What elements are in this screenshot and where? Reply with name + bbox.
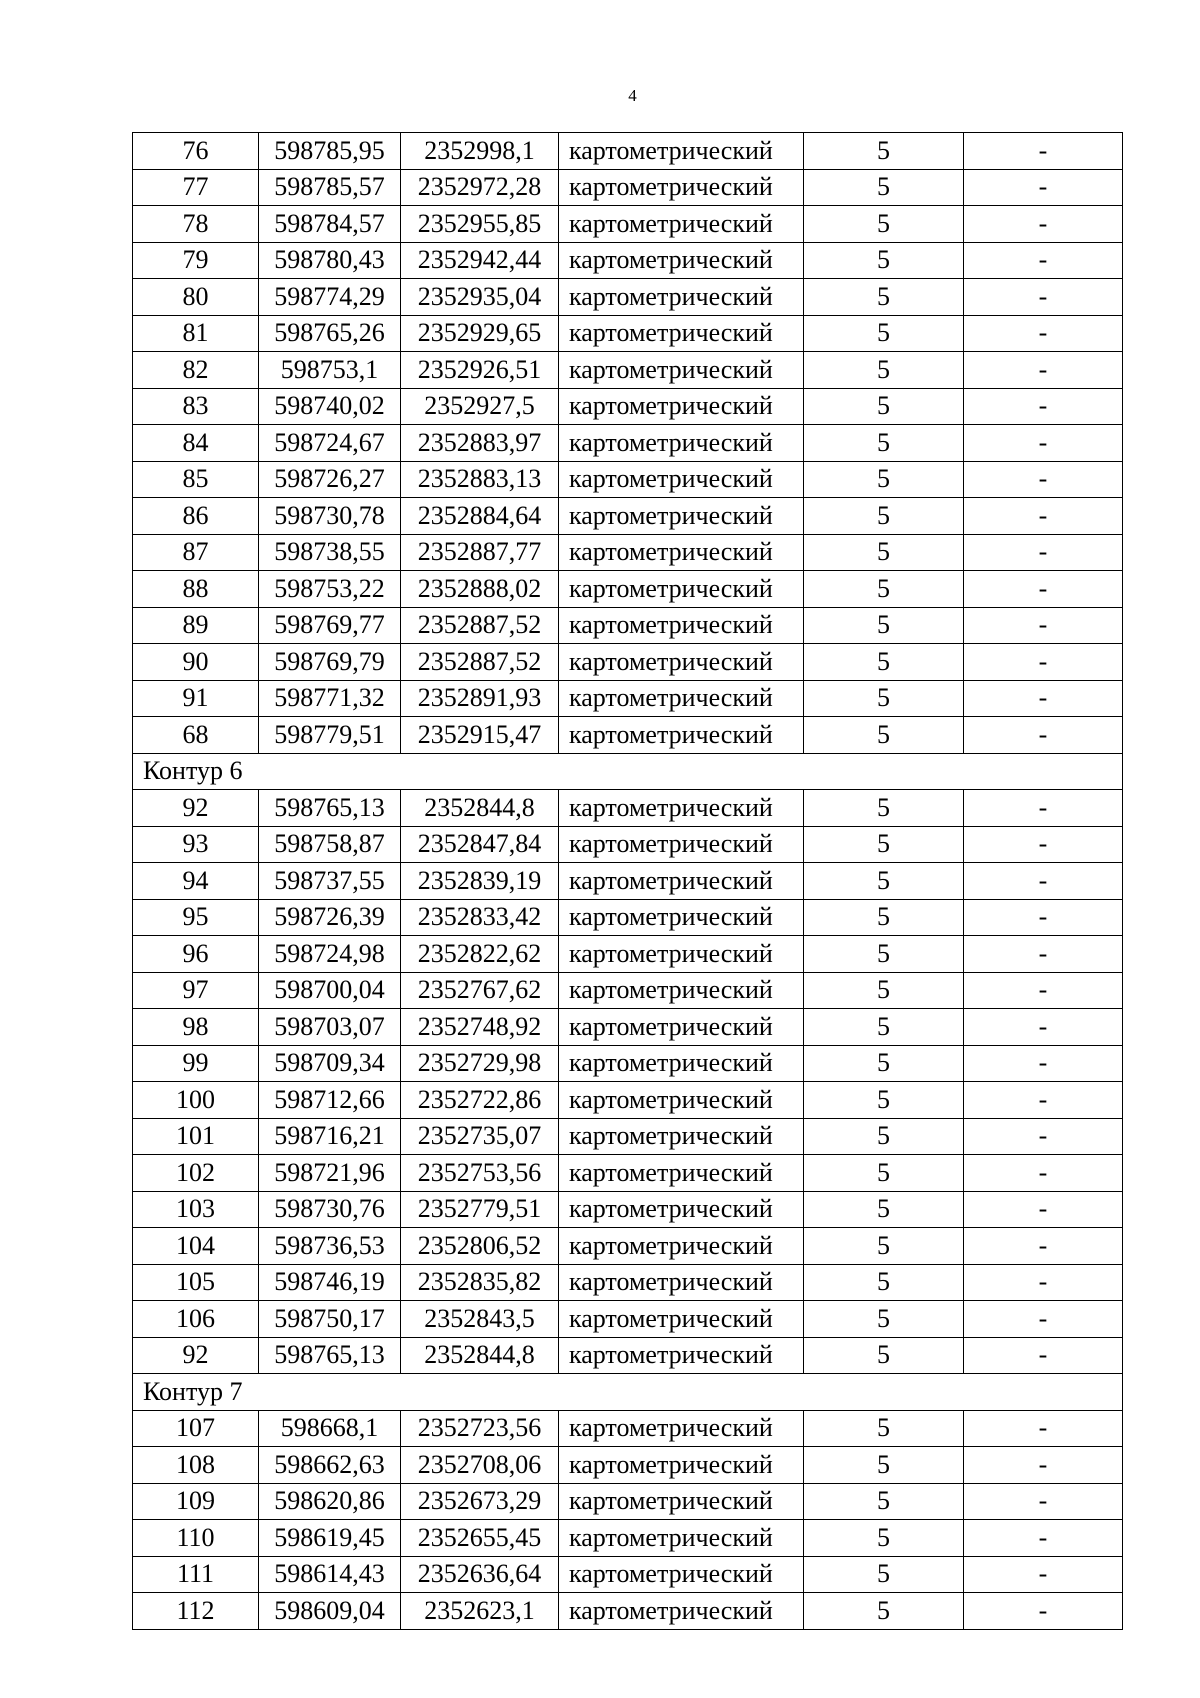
x-coordinate-cell: 598716,21 <box>259 1118 401 1155</box>
point-number-cell: 76 <box>133 133 259 170</box>
accuracy-cell: 5 <box>804 863 964 900</box>
coordinates-table <box>132 132 1123 1630</box>
x-coordinate-cell: 598746,19 <box>259 1264 401 1301</box>
table-row <box>133 461 1123 498</box>
point-number-cell: 91 <box>133 680 259 717</box>
method-cell: картометрический <box>559 1118 804 1155</box>
note-cell: - <box>964 1447 1123 1484</box>
method-cell: картометрический <box>559 169 804 206</box>
note-cell: - <box>964 534 1123 571</box>
table-row <box>133 1155 1123 1192</box>
y-coordinate-cell: 2352843,5 <box>401 1301 559 1338</box>
accuracy-cell: 5 <box>804 169 964 206</box>
method-cell: картометрический <box>559 863 804 900</box>
accuracy-cell: 5 <box>804 644 964 681</box>
method-cell: картометрический <box>559 680 804 717</box>
method-cell: картометрический <box>559 133 804 170</box>
point-number-cell: 102 <box>133 1155 259 1192</box>
x-coordinate-cell: 598726,27 <box>259 461 401 498</box>
x-coordinate-cell: 598619,45 <box>259 1520 401 1557</box>
note-cell: - <box>964 133 1123 170</box>
table-row <box>133 863 1123 900</box>
method-cell: картометрический <box>559 607 804 644</box>
section-header-row <box>133 1374 1123 1411</box>
note-cell: - <box>964 1593 1123 1630</box>
accuracy-cell: 5 <box>804 1264 964 1301</box>
accuracy-cell: 5 <box>804 1556 964 1593</box>
method-cell: картометрический <box>559 206 804 243</box>
y-coordinate-cell: 2352887,52 <box>401 607 559 644</box>
point-number-cell: 111 <box>133 1556 259 1593</box>
method-cell: картометрический <box>559 1155 804 1192</box>
y-coordinate-cell: 2352935,04 <box>401 279 559 316</box>
accuracy-cell: 5 <box>804 826 964 863</box>
point-number-cell: 84 <box>133 425 259 462</box>
accuracy-cell: 5 <box>804 1301 964 1338</box>
table-row <box>133 826 1123 863</box>
method-cell: картометрический <box>559 461 804 498</box>
note-cell: - <box>964 899 1123 936</box>
note-cell: - <box>964 1410 1123 1447</box>
x-coordinate-cell: 598738,55 <box>259 534 401 571</box>
point-number-cell: 86 <box>133 498 259 535</box>
method-cell: картометрический <box>559 790 804 827</box>
table-row <box>133 644 1123 681</box>
point-number-cell: 93 <box>133 826 259 863</box>
x-coordinate-cell: 598730,76 <box>259 1191 401 1228</box>
note-cell: - <box>964 1045 1123 1082</box>
x-coordinate-cell: 598753,1 <box>259 352 401 389</box>
note-cell: - <box>964 279 1123 316</box>
y-coordinate-cell: 2352891,93 <box>401 680 559 717</box>
table-row <box>133 1483 1123 1520</box>
y-coordinate-cell: 2352888,02 <box>401 571 559 608</box>
accuracy-cell: 5 <box>804 498 964 535</box>
x-coordinate-cell: 598724,98 <box>259 936 401 973</box>
table-row <box>133 1009 1123 1046</box>
method-cell: картометрический <box>559 498 804 535</box>
x-coordinate-cell: 598774,29 <box>259 279 401 316</box>
note-cell: - <box>964 571 1123 608</box>
accuracy-cell: 5 <box>804 1118 964 1155</box>
point-number-cell: 81 <box>133 315 259 352</box>
point-number-cell: 107 <box>133 1410 259 1447</box>
table-row <box>133 1264 1123 1301</box>
point-number-cell: 92 <box>133 1337 259 1374</box>
accuracy-cell: 5 <box>804 607 964 644</box>
x-coordinate-cell: 598668,1 <box>259 1410 401 1447</box>
x-coordinate-cell: 598721,96 <box>259 1155 401 1192</box>
method-cell: картометрический <box>559 534 804 571</box>
x-coordinate-cell: 598750,17 <box>259 1301 401 1338</box>
point-number-cell: 83 <box>133 388 259 425</box>
note-cell: - <box>964 315 1123 352</box>
table-row <box>133 899 1123 936</box>
note-cell: - <box>964 607 1123 644</box>
method-cell: картометрический <box>559 1593 804 1630</box>
y-coordinate-cell: 2352839,19 <box>401 863 559 900</box>
section-title: Контур 7 <box>133 1374 1123 1411</box>
note-cell: - <box>964 352 1123 389</box>
table-row <box>133 1520 1123 1557</box>
point-number-cell: 80 <box>133 279 259 316</box>
x-coordinate-cell: 598769,77 <box>259 607 401 644</box>
point-number-cell: 99 <box>133 1045 259 1082</box>
table-row <box>133 607 1123 644</box>
point-number-cell: 92 <box>133 790 259 827</box>
method-cell: картометрический <box>559 388 804 425</box>
x-coordinate-cell: 598726,39 <box>259 899 401 936</box>
method-cell: картометрический <box>559 352 804 389</box>
x-coordinate-cell: 598609,04 <box>259 1593 401 1630</box>
coordinates-table-body <box>133 133 1123 1630</box>
method-cell: картометрический <box>559 571 804 608</box>
note-cell: - <box>964 644 1123 681</box>
table-row <box>133 680 1123 717</box>
x-coordinate-cell: 598712,66 <box>259 1082 401 1119</box>
accuracy-cell: 5 <box>804 242 964 279</box>
y-coordinate-cell: 2352844,8 <box>401 1337 559 1374</box>
accuracy-cell: 5 <box>804 1483 964 1520</box>
x-coordinate-cell: 598780,43 <box>259 242 401 279</box>
accuracy-cell: 5 <box>804 1228 964 1265</box>
x-coordinate-cell: 598765,13 <box>259 1337 401 1374</box>
x-coordinate-cell: 598662,63 <box>259 1447 401 1484</box>
point-number-cell: 108 <box>133 1447 259 1484</box>
point-number-cell: 87 <box>133 534 259 571</box>
y-coordinate-cell: 2352929,65 <box>401 315 559 352</box>
point-number-cell: 100 <box>133 1082 259 1119</box>
table-row <box>133 1191 1123 1228</box>
y-coordinate-cell: 2352748,92 <box>401 1009 559 1046</box>
table-row <box>133 315 1123 352</box>
x-coordinate-cell: 598785,57 <box>259 169 401 206</box>
x-coordinate-cell: 598620,86 <box>259 1483 401 1520</box>
x-coordinate-cell: 598724,67 <box>259 425 401 462</box>
accuracy-cell: 5 <box>804 534 964 571</box>
point-number-cell: 109 <box>133 1483 259 1520</box>
y-coordinate-cell: 2352722,86 <box>401 1082 559 1119</box>
method-cell: картометрический <box>559 1301 804 1338</box>
accuracy-cell: 5 <box>804 133 964 170</box>
method-cell: картометрический <box>559 1045 804 1082</box>
point-number-cell: 90 <box>133 644 259 681</box>
y-coordinate-cell: 2352833,42 <box>401 899 559 936</box>
accuracy-cell: 5 <box>804 1191 964 1228</box>
accuracy-cell: 5 <box>804 1045 964 1082</box>
x-coordinate-cell: 598784,57 <box>259 206 401 243</box>
accuracy-cell: 5 <box>804 936 964 973</box>
point-number-cell: 104 <box>133 1228 259 1265</box>
y-coordinate-cell: 2352708,06 <box>401 1447 559 1484</box>
y-coordinate-cell: 2352887,52 <box>401 644 559 681</box>
y-coordinate-cell: 2352972,28 <box>401 169 559 206</box>
accuracy-cell: 5 <box>804 461 964 498</box>
method-cell: картометрический <box>559 1520 804 1557</box>
point-number-cell: 103 <box>133 1191 259 1228</box>
table-row <box>133 1447 1123 1484</box>
method-cell: картометрический <box>559 644 804 681</box>
method-cell: картометрический <box>559 1337 804 1374</box>
x-coordinate-cell: 598765,13 <box>259 790 401 827</box>
accuracy-cell: 5 <box>804 790 964 827</box>
table-row <box>133 352 1123 389</box>
table-row <box>133 133 1123 170</box>
note-cell: - <box>964 1520 1123 1557</box>
table-row <box>133 169 1123 206</box>
accuracy-cell: 5 <box>804 571 964 608</box>
y-coordinate-cell: 2352927,5 <box>401 388 559 425</box>
table-row <box>133 1556 1123 1593</box>
note-cell: - <box>964 1155 1123 1192</box>
point-number-cell: 68 <box>133 717 259 754</box>
y-coordinate-cell: 2352655,45 <box>401 1520 559 1557</box>
point-number-cell: 112 <box>133 1593 259 1630</box>
accuracy-cell: 5 <box>804 425 964 462</box>
method-cell: картометрический <box>559 899 804 936</box>
note-cell: - <box>964 206 1123 243</box>
method-cell: картометрический <box>559 936 804 973</box>
section-title: Контур 6 <box>133 753 1123 790</box>
table-row <box>133 1410 1123 1447</box>
note-cell: - <box>964 425 1123 462</box>
point-number-cell: 110 <box>133 1520 259 1557</box>
method-cell: картометрический <box>559 279 804 316</box>
accuracy-cell: 5 <box>804 680 964 717</box>
table-row <box>133 1045 1123 1082</box>
y-coordinate-cell: 2352729,98 <box>401 1045 559 1082</box>
x-coordinate-cell: 598785,95 <box>259 133 401 170</box>
x-coordinate-cell: 598703,07 <box>259 1009 401 1046</box>
accuracy-cell: 5 <box>804 352 964 389</box>
point-number-cell: 97 <box>133 972 259 1009</box>
table-row <box>133 1118 1123 1155</box>
table-row <box>133 717 1123 754</box>
x-coordinate-cell: 598779,51 <box>259 717 401 754</box>
table-row <box>133 1301 1123 1338</box>
point-number-cell: 79 <box>133 242 259 279</box>
note-cell: - <box>964 169 1123 206</box>
x-coordinate-cell: 598753,22 <box>259 571 401 608</box>
accuracy-cell: 5 <box>804 1593 964 1630</box>
method-cell: картометрический <box>559 1191 804 1228</box>
y-coordinate-cell: 2352723,56 <box>401 1410 559 1447</box>
point-number-cell: 85 <box>133 461 259 498</box>
y-coordinate-cell: 2352955,85 <box>401 206 559 243</box>
method-cell: картометрический <box>559 1264 804 1301</box>
accuracy-cell: 5 <box>804 1410 964 1447</box>
method-cell: картометрический <box>559 1228 804 1265</box>
note-cell: - <box>964 388 1123 425</box>
y-coordinate-cell: 2352915,47 <box>401 717 559 754</box>
point-number-cell: 98 <box>133 1009 259 1046</box>
y-coordinate-cell: 2352942,44 <box>401 242 559 279</box>
point-number-cell: 96 <box>133 936 259 973</box>
table-row <box>133 1082 1123 1119</box>
point-number-cell: 101 <box>133 1118 259 1155</box>
note-cell: - <box>964 717 1123 754</box>
table-row <box>133 1337 1123 1374</box>
point-number-cell: 95 <box>133 899 259 936</box>
table-row <box>133 571 1123 608</box>
y-coordinate-cell: 2352806,52 <box>401 1228 559 1265</box>
accuracy-cell: 5 <box>804 1337 964 1374</box>
y-coordinate-cell: 2352926,51 <box>401 352 559 389</box>
note-cell: - <box>964 863 1123 900</box>
point-number-cell: 88 <box>133 571 259 608</box>
note-cell: - <box>964 1264 1123 1301</box>
point-number-cell: 82 <box>133 352 259 389</box>
accuracy-cell: 5 <box>804 279 964 316</box>
y-coordinate-cell: 2352753,56 <box>401 1155 559 1192</box>
note-cell: - <box>964 1337 1123 1374</box>
x-coordinate-cell: 598758,87 <box>259 826 401 863</box>
note-cell: - <box>964 1118 1123 1155</box>
accuracy-cell: 5 <box>804 315 964 352</box>
accuracy-cell: 5 <box>804 388 964 425</box>
table-row <box>133 1593 1123 1630</box>
table-row <box>133 936 1123 973</box>
y-coordinate-cell: 2352623,1 <box>401 1593 559 1630</box>
page-number: 4 <box>628 86 637 105</box>
note-cell: - <box>964 1191 1123 1228</box>
note-cell: - <box>964 972 1123 1009</box>
table-row <box>133 242 1123 279</box>
y-coordinate-cell: 2352822,62 <box>401 936 559 973</box>
accuracy-cell: 5 <box>804 1082 964 1119</box>
section-header-row <box>133 753 1123 790</box>
table-row <box>133 534 1123 571</box>
x-coordinate-cell: 598765,26 <box>259 315 401 352</box>
method-cell: картометрический <box>559 826 804 863</box>
accuracy-cell: 5 <box>804 972 964 1009</box>
x-coordinate-cell: 598771,32 <box>259 680 401 717</box>
y-coordinate-cell: 2352887,77 <box>401 534 559 571</box>
y-coordinate-cell: 2352835,82 <box>401 1264 559 1301</box>
note-cell: - <box>964 1301 1123 1338</box>
method-cell: картометрический <box>559 242 804 279</box>
table-row <box>133 279 1123 316</box>
table-row <box>133 498 1123 535</box>
y-coordinate-cell: 2352636,64 <box>401 1556 559 1593</box>
accuracy-cell: 5 <box>804 1520 964 1557</box>
accuracy-cell: 5 <box>804 899 964 936</box>
table-row <box>133 1228 1123 1265</box>
note-cell: - <box>964 1082 1123 1119</box>
y-coordinate-cell: 2352884,64 <box>401 498 559 535</box>
method-cell: картометрический <box>559 315 804 352</box>
y-coordinate-cell: 2352735,07 <box>401 1118 559 1155</box>
x-coordinate-cell: 598730,78 <box>259 498 401 535</box>
method-cell: картометрический <box>559 1082 804 1119</box>
point-number-cell: 105 <box>133 1264 259 1301</box>
accuracy-cell: 5 <box>804 1009 964 1046</box>
x-coordinate-cell: 598736,53 <box>259 1228 401 1265</box>
method-cell: картометрический <box>559 1556 804 1593</box>
method-cell: картометрический <box>559 425 804 462</box>
note-cell: - <box>964 936 1123 973</box>
point-number-cell: 77 <box>133 169 259 206</box>
y-coordinate-cell: 2352779,51 <box>401 1191 559 1228</box>
method-cell: картометрический <box>559 1483 804 1520</box>
accuracy-cell: 5 <box>804 206 964 243</box>
method-cell: картометрический <box>559 972 804 1009</box>
method-cell: картометрический <box>559 717 804 754</box>
point-number-cell: 94 <box>133 863 259 900</box>
x-coordinate-cell: 598769,79 <box>259 644 401 681</box>
point-number-cell: 89 <box>133 607 259 644</box>
note-cell: - <box>964 680 1123 717</box>
accuracy-cell: 5 <box>804 1155 964 1192</box>
table-row <box>133 790 1123 827</box>
x-coordinate-cell: 598614,43 <box>259 1556 401 1593</box>
note-cell: - <box>964 1009 1123 1046</box>
x-coordinate-cell: 598737,55 <box>259 863 401 900</box>
note-cell: - <box>964 1556 1123 1593</box>
y-coordinate-cell: 2352883,13 <box>401 461 559 498</box>
y-coordinate-cell: 2352844,8 <box>401 790 559 827</box>
table-row <box>133 388 1123 425</box>
y-coordinate-cell: 2352767,62 <box>401 972 559 1009</box>
y-coordinate-cell: 2352847,84 <box>401 826 559 863</box>
point-number-cell: 106 <box>133 1301 259 1338</box>
table-row <box>133 206 1123 243</box>
accuracy-cell: 5 <box>804 717 964 754</box>
note-cell: - <box>964 1483 1123 1520</box>
note-cell: - <box>964 790 1123 827</box>
y-coordinate-cell: 2352998,1 <box>401 133 559 170</box>
method-cell: картометрический <box>559 1009 804 1046</box>
x-coordinate-cell: 598700,04 <box>259 972 401 1009</box>
note-cell: - <box>964 498 1123 535</box>
note-cell: - <box>964 1228 1123 1265</box>
note-cell: - <box>964 826 1123 863</box>
method-cell: картометрический <box>559 1447 804 1484</box>
x-coordinate-cell: 598740,02 <box>259 388 401 425</box>
y-coordinate-cell: 2352673,29 <box>401 1483 559 1520</box>
table-row <box>133 425 1123 462</box>
note-cell: - <box>964 461 1123 498</box>
table-row <box>133 972 1123 1009</box>
y-coordinate-cell: 2352883,97 <box>401 425 559 462</box>
x-coordinate-cell: 598709,34 <box>259 1045 401 1082</box>
accuracy-cell: 5 <box>804 1447 964 1484</box>
method-cell: картометрический <box>559 1410 804 1447</box>
note-cell: - <box>964 242 1123 279</box>
point-number-cell: 78 <box>133 206 259 243</box>
